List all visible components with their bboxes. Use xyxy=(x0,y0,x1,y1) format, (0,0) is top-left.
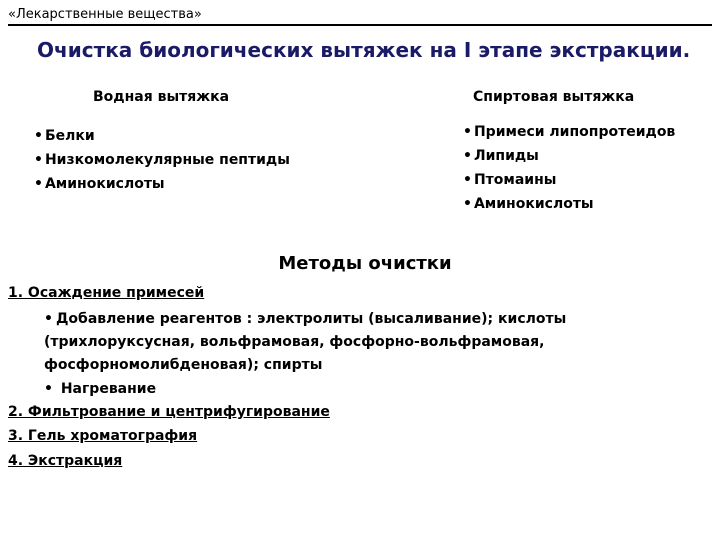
bullet-icon: • xyxy=(44,311,53,327)
method-extraction: 4. Экстракция xyxy=(8,453,123,469)
method-precipitation: 1. Осаждение примесей xyxy=(8,285,205,301)
list-item: • Примеси липопротеидов xyxy=(463,120,693,144)
list-item: • Липиды xyxy=(463,144,693,168)
aqueous-extract-list xyxy=(34,124,290,196)
list-item: • Белки xyxy=(34,124,290,148)
header-rule xyxy=(8,24,712,26)
sub-text: Добавление реагентов : электролиты (высаливание); кислоты (трихлоруксусная, вольфрамовая, фосфорно-вольфрамовая, фосфорномолибденовая); спирты xyxy=(44,311,567,373)
method-gel-chromatography: 3. Гель хроматография xyxy=(8,428,198,444)
slide-title: Очистка биологических вытяжек на I этапе экстракции. xyxy=(37,38,691,62)
method-filtration: 2. Фильтрование и центрифугирование xyxy=(8,404,330,420)
methods-heading: Методы очистки xyxy=(278,253,452,274)
method-sub-reagents xyxy=(44,308,644,377)
alcohol-extract-list xyxy=(463,120,693,216)
aqueous-extract-heading: Водная вытяжка xyxy=(93,89,230,105)
list-item: • Низкомолекулярные пептиды xyxy=(34,148,290,172)
method-sub-heating xyxy=(44,378,156,401)
bullet-icon: • xyxy=(44,381,53,397)
list-item: • Птомаины xyxy=(463,168,693,192)
list-item: • Аминокислоты xyxy=(463,192,693,216)
sub-text: Нагревание xyxy=(60,381,157,397)
alcohol-extract-heading: Спиртовая вытяжка xyxy=(473,89,635,105)
header-label: «Лекарственные вещества» xyxy=(8,7,202,22)
list-item: • Аминокислоты xyxy=(34,172,290,196)
